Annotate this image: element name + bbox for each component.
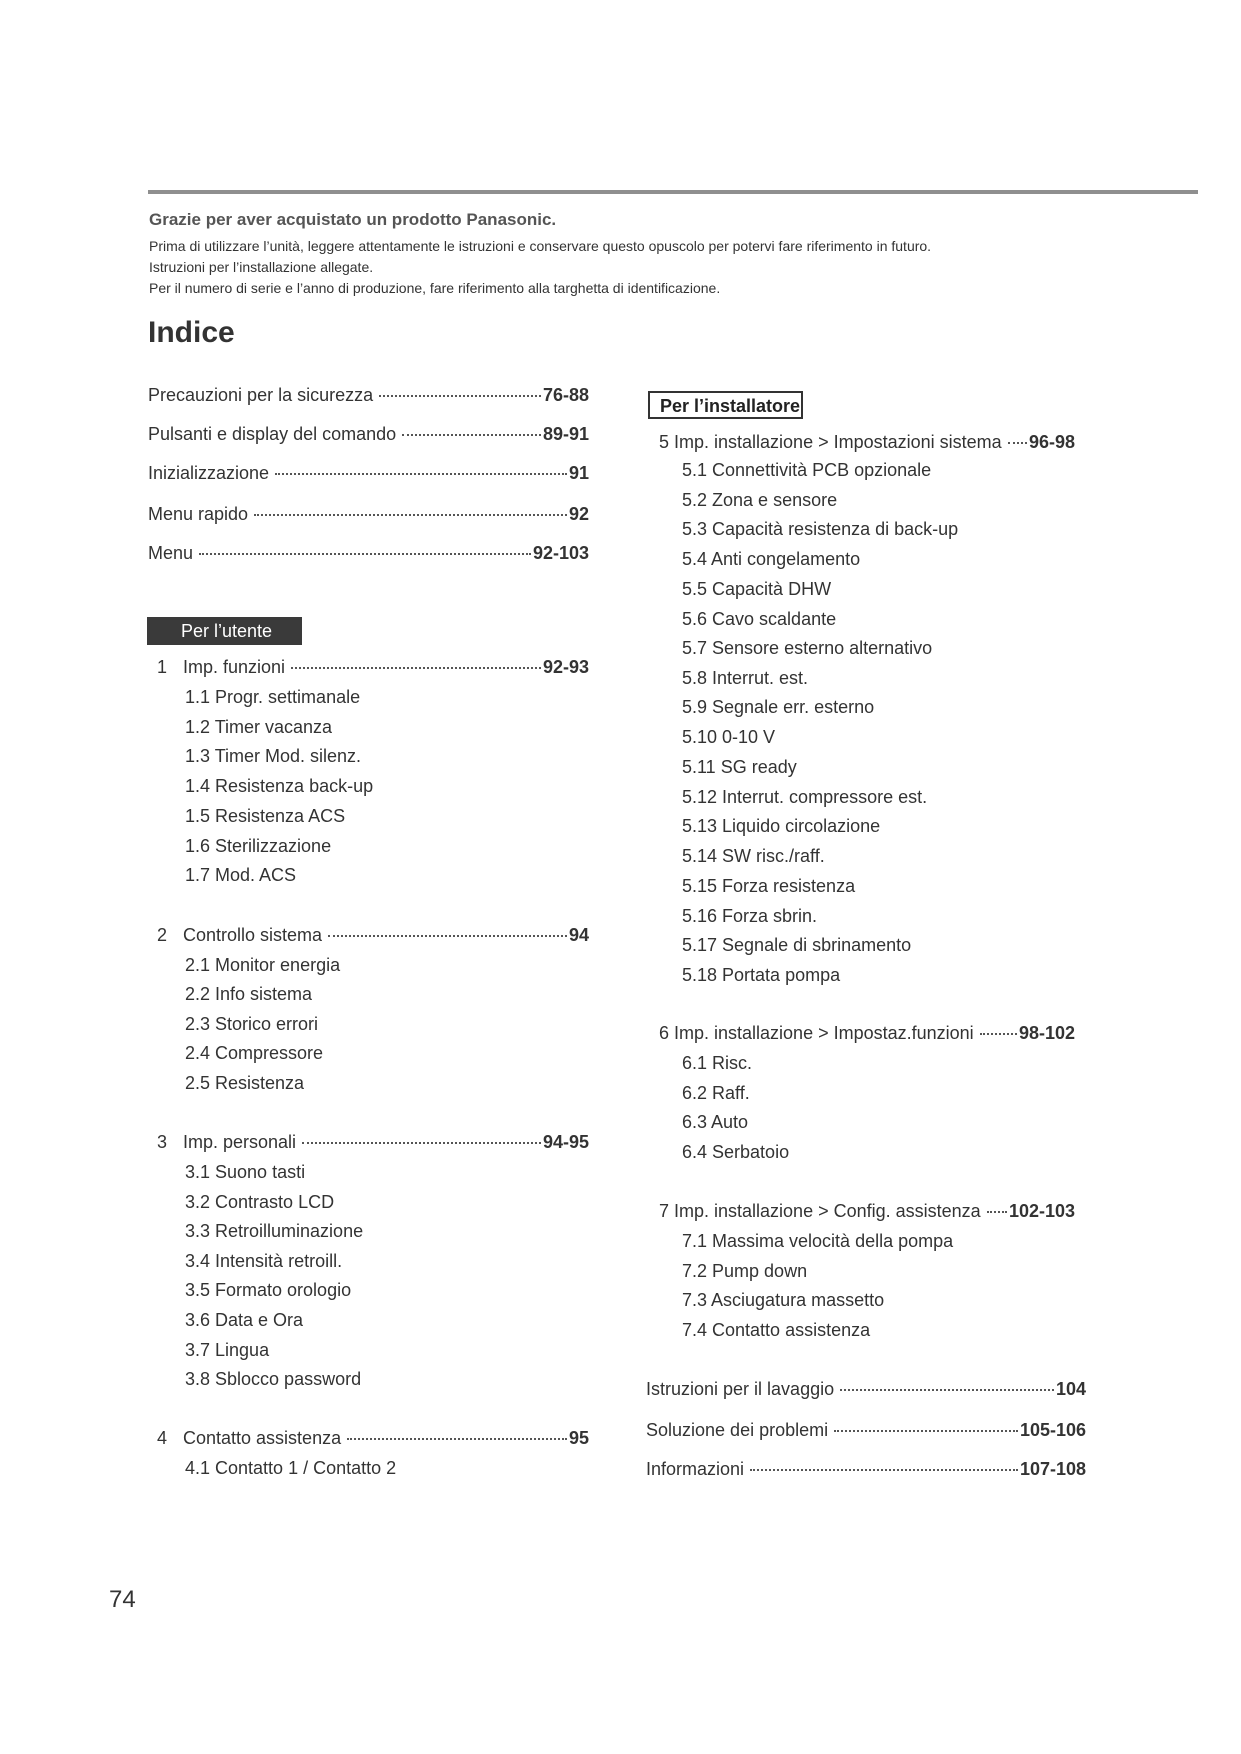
toc-entry-label: Imp. funzioni (183, 657, 286, 677)
toc-subitem[interactable]: 5.1 Connettività PCB opzionale (682, 460, 932, 480)
intro-line: Istruzioni per l’installazione allegate. (149, 259, 374, 275)
toc-entry-pages: 94-95 (542, 1132, 589, 1152)
toc-entry-label: 5 Imp. installazione > Impostazioni sistema (659, 432, 1002, 452)
toc-subitem[interactable]: 5.16 Forza sbrin. (682, 906, 818, 926)
toc-subitem[interactable]: 3.2 Contrasto LCD (185, 1192, 335, 1212)
toc-entry-label: Contatto assistenza (183, 1428, 342, 1448)
toc-subitem[interactable]: 5.10 0-10 V (682, 727, 776, 747)
toc-subitem[interactable]: 1.3 Timer Mod. silenz. (185, 746, 362, 766)
toc-subitem[interactable]: 4.1 Contatto 1 / Contatto 2 (185, 1458, 397, 1478)
toc-entry-cleaning[interactable] (646, 1379, 1086, 1400)
toc-subitem[interactable]: 5.7 Sensore esterno alternativo (682, 638, 933, 658)
toc-entry-label: Imp. personali (183, 1132, 297, 1152)
section-number: 2 (157, 925, 168, 945)
toc-entry-menu[interactable] (148, 543, 589, 564)
toc-subitem[interactable]: 5.18 Portata pompa (682, 965, 841, 985)
toc-entry-pages: 98-102 (1018, 1023, 1075, 1043)
toc-subitem[interactable]: 6.3 Auto (682, 1112, 749, 1132)
user-section-header: Per l’utente (147, 617, 302, 645)
toc-subitem[interactable]: 1.4 Resistenza back-up (185, 776, 374, 796)
toc-entry-pages: 105-106 (1019, 1420, 1086, 1440)
toc-entry-pages: 76-88 (542, 385, 589, 405)
toc-subitem[interactable]: 5.12 Interrut. compressore est. (682, 787, 928, 807)
toc-subitem[interactable]: 3.3 Retroilluminazione (185, 1221, 364, 1241)
toc-subitem[interactable]: 6.2 Raff. (682, 1083, 750, 1103)
toc-entry-buttons[interactable] (148, 424, 589, 445)
section-number: 3 (157, 1132, 168, 1152)
toc-entry-label: Inizializzazione (148, 463, 270, 483)
toc-entry-pages: 92-93 (542, 657, 589, 677)
intro-line: Prima di utilizzare l’unità, leggere attentamente le istruzioni e conservare questo opuscolo per potervi fare riferimento in futuro. (149, 238, 932, 254)
toc-entry-label: Soluzione dei problemi (646, 1420, 829, 1440)
section-number: 1 (157, 657, 168, 677)
toc-entry-init[interactable] (148, 463, 589, 484)
toc-entry-pages: 104 (1055, 1379, 1086, 1399)
toc-subitem[interactable]: 5.3 Capacità resistenza di back-up (682, 519, 959, 539)
toc-subitem[interactable]: 7.3 Asciugatura massetto (682, 1290, 885, 1310)
toc-subitem[interactable]: 3.8 Sblocco password (185, 1369, 362, 1389)
toc-entry-label: Controllo sistema (183, 925, 323, 945)
toc-entry-label: Precauzioni per la sicurezza (148, 385, 374, 405)
toc-subitem[interactable]: 5.9 Segnale err. esterno (682, 697, 875, 717)
toc-entry-pages: 102-103 (1008, 1201, 1075, 1221)
toc-entry-pages: 94 (568, 925, 589, 945)
toc-subitem[interactable]: 2.4 Compressore (185, 1043, 324, 1063)
toc-subitem[interactable]: 3.7 Lingua (185, 1340, 270, 1360)
toc-subitem[interactable]: 3.4 Intensità retroill. (185, 1251, 343, 1271)
toc-subitem[interactable]: 5.2 Zona e sensore (682, 490, 838, 510)
toc-subitem[interactable]: 5.14 SW risc./raff. (682, 846, 825, 866)
toc-subitem[interactable]: 1.6 Sterilizzazione (185, 836, 332, 856)
toc-subitem[interactable]: 7.2 Pump down (682, 1261, 808, 1281)
top-rule (148, 190, 1198, 194)
page-title: Indice (148, 316, 235, 349)
toc-subitem[interactable]: 5.11 SG ready (682, 757, 797, 777)
intro-block (149, 210, 1189, 299)
installer-section-header: Per l’installatore (648, 391, 803, 419)
toc-subitem[interactable]: 5.5 Capacità DHW (682, 579, 832, 599)
toc-section-3[interactable] (157, 1132, 589, 1153)
toc-subitem[interactable]: 5.8 Interrut. est. (682, 668, 809, 688)
toc-subitem[interactable]: 5.6 Cavo scaldante (682, 609, 837, 629)
toc-entry-label: 6 Imp. installazione > Impostaz.funzioni (659, 1023, 974, 1043)
toc-section-6[interactable] (659, 1023, 1075, 1044)
toc-subitem[interactable]: 1.7 Mod. ACS (185, 865, 297, 885)
toc-entry-pages: 92 (568, 504, 589, 524)
toc-section-4[interactable] (157, 1428, 589, 1449)
toc-subitem[interactable]: 1.5 Resistenza ACS (185, 806, 346, 826)
intro-line: Per il numero di serie e l’anno di produzione, fare riferimento alla targhetta di identificazione. (149, 280, 721, 296)
toc-entry-label: Informazioni (646, 1459, 745, 1479)
toc-entry-label: Menu (148, 543, 194, 563)
toc-entry-quick-menu[interactable] (148, 504, 589, 525)
toc-subitem[interactable]: 2.1 Monitor energia (185, 955, 341, 975)
toc-subitem[interactable]: 5.17 Segnale di sbrinamento (682, 935, 912, 955)
toc-entry-label: Pulsanti e display del comando (148, 424, 397, 444)
toc-entry-label: Menu rapido (148, 504, 249, 524)
toc-subitem[interactable]: 7.4 Contatto assistenza (682, 1320, 871, 1340)
toc-entry-label: Istruzioni per il lavaggio (646, 1379, 835, 1399)
toc-entry-pages: 92-103 (532, 543, 589, 563)
toc-subitem[interactable]: 5.13 Liquido circolazione (682, 816, 881, 836)
intro-title: Grazie per aver acquistato un prodotto Panasonic. (149, 210, 557, 229)
toc-subitem[interactable]: 3.6 Data e Ora (185, 1310, 304, 1330)
toc-subitem[interactable]: 2.3 Storico errori (185, 1014, 319, 1034)
toc-section-5[interactable] (659, 432, 1075, 453)
toc-subitem[interactable]: 3.5 Formato orologio (185, 1280, 352, 1300)
toc-subitem[interactable]: 3.1 Suono tasti (185, 1162, 306, 1182)
toc-entry-pages: 107-108 (1019, 1459, 1086, 1479)
toc-subitem[interactable]: 2.5 Resistenza (185, 1073, 305, 1093)
page-number: 74 (109, 1586, 136, 1613)
toc-subitem[interactable]: 6.1 Risc. (682, 1053, 753, 1073)
toc-subitem[interactable]: 2.2 Info sistema (185, 984, 313, 1004)
toc-subitem[interactable]: 5.15 Forza resistenza (682, 876, 856, 896)
toc-entry-troubleshooting[interactable] (646, 1420, 1086, 1441)
toc-section-1[interactable] (157, 657, 589, 678)
toc-subitem[interactable]: 1.2 Timer vacanza (185, 717, 333, 737)
toc-subitem[interactable]: 6.4 Serbatoio (682, 1142, 790, 1162)
toc-entry-pages: 91 (568, 463, 589, 483)
toc-entry-pages: 95 (568, 1428, 589, 1448)
toc-entry-information[interactable] (646, 1459, 1086, 1480)
toc-entry-label: 7 Imp. installazione > Config. assistenza (659, 1201, 981, 1221)
toc-subitem[interactable]: 7.1 Massima velocità della pompa (682, 1231, 954, 1251)
toc-subitem[interactable]: 1.1 Progr. settimanale (185, 687, 361, 707)
toc-subitem[interactable]: 5.4 Anti congelamento (682, 549, 861, 569)
toc-entry-pages: 89-91 (542, 424, 589, 444)
toc-entry-pages: 96-98 (1028, 432, 1075, 452)
toc-entry-safety[interactable] (148, 385, 589, 406)
section-number: 4 (157, 1428, 168, 1448)
toc-section-7[interactable] (659, 1201, 1075, 1222)
toc-section-2[interactable] (157, 925, 589, 946)
